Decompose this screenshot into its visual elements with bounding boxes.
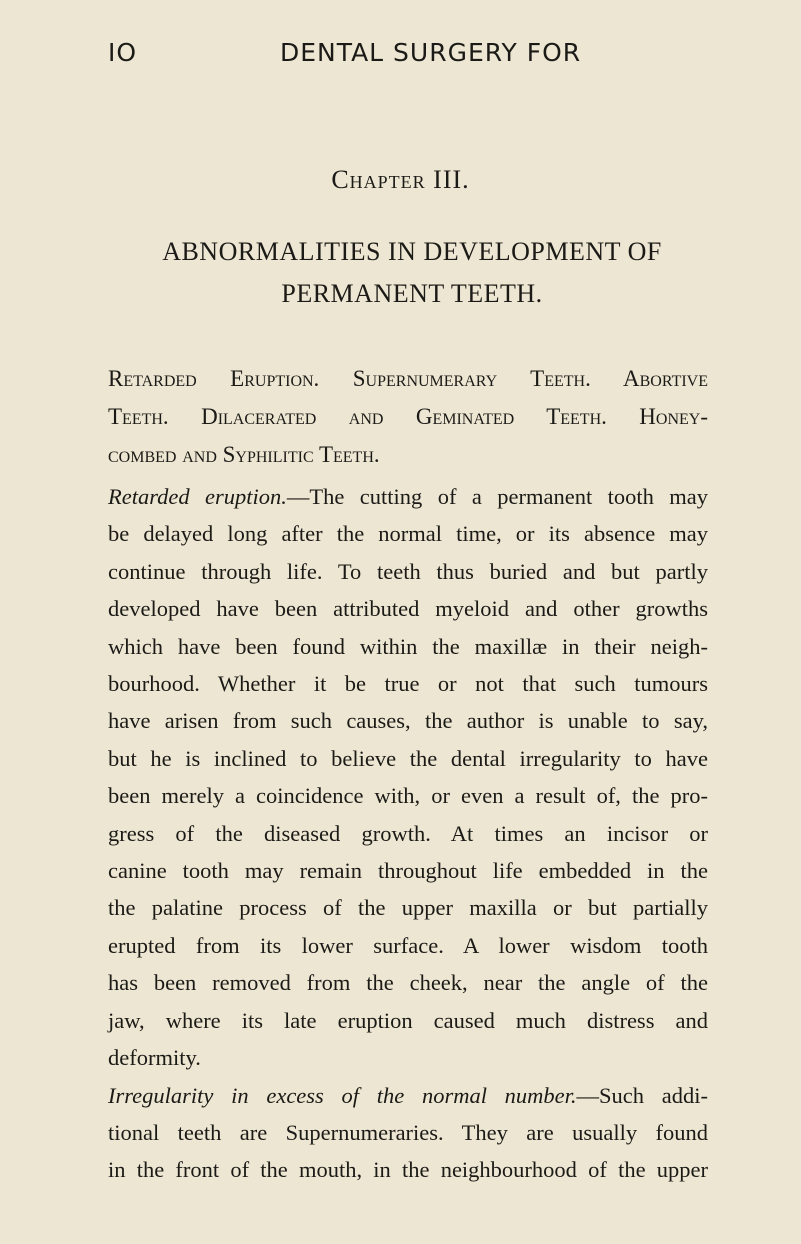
paragraph-1-first-line	[108, 478, 708, 515]
text-line: gress of the diseased growth. At times an incisor or	[108, 820, 708, 846]
text-line: been merely a coincidence with, or even a result of, the pro-	[108, 783, 708, 809]
running-title: DENTAL SURGERY FOR	[280, 38, 582, 67]
paragraph-2-first-line-text: —Such addi-	[576, 1082, 708, 1108]
page-number: IO	[108, 38, 138, 67]
paragraph-2-first-line	[108, 1077, 708, 1114]
chapter-label: Chapter III.	[331, 165, 470, 194]
text-line: developed have been attributed myeloid and other growths	[108, 596, 708, 622]
text-line: has been removed from the cheek, near the angle of the	[108, 970, 708, 996]
synopsis-line: Retarded Eruption. Supernumerary Teeth. Abortive	[108, 366, 708, 391]
text-line: bourhood. Whether it be true or not that such tumours	[108, 671, 708, 697]
chapter-synopsis	[108, 360, 708, 474]
synopsis-line: combed and Syphilitic Teeth.	[108, 442, 380, 467]
chapter-title-line-2: PERMANENT TEETH.	[281, 279, 543, 308]
text-line: have arisen from such causes, the author is unable to say,	[108, 708, 708, 734]
chapter-title	[112, 231, 712, 315]
text-line: in the front of the mouth, in the neighbourhood of the upper	[108, 1157, 708, 1183]
body-text	[108, 478, 708, 1189]
text-line: but he is inclined to believe the dental irregularity to have	[108, 745, 708, 771]
paragraph-1-lead: Retarded eruption.	[108, 484, 287, 509]
text-line: deformity.	[108, 1045, 201, 1071]
running-head	[108, 38, 708, 78]
text-line: the palatine process of the upper maxilla or but partially	[108, 895, 708, 921]
text-line: jaw, where its late eruption caused much distress and	[108, 1007, 708, 1033]
text-line: tional teeth are Supernumeraries. They are usually found	[108, 1119, 708, 1145]
text-line: continue through life. To teeth thus buried and but partly	[108, 558, 708, 584]
chapter-title-line-1: ABNORMALITIES IN DEVELOPMENT OF	[162, 237, 662, 266]
text-line: erupted from its lower surface. A lower wisdom tooth	[108, 932, 708, 958]
text-line: be delayed long after the normal time, or its absence may	[108, 521, 708, 547]
paragraph-1-first-line-text: —The cutting of a permanent tooth may	[286, 484, 708, 509]
paragraph-2-lead: Irregularity in excess of the normal number.	[108, 1082, 577, 1108]
synopsis-line: Teeth. Dilacerated and Geminated Teeth. Honey-	[108, 404, 708, 429]
text-line: which have been found within the maxillæ in their neigh-	[108, 633, 708, 659]
text-line: canine tooth may remain throughout life embedded in the	[108, 858, 708, 884]
